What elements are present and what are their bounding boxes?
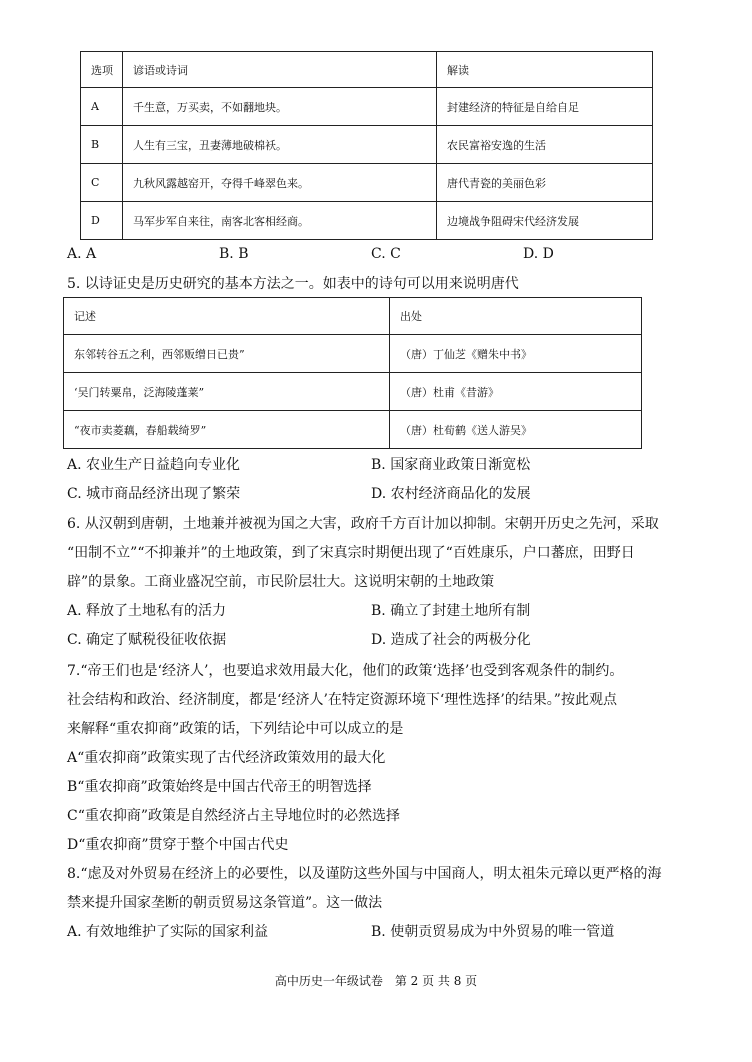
q4-option-a[interactable]: A. A [67, 246, 97, 262]
table-row [81, 88, 653, 126]
table-header-cell: 出处 [390, 298, 642, 335]
q6-stem-line: 辟”的景象。工商业盛况空前，市民阶层壮大。这说明宋朝的土地政策 [67, 574, 495, 590]
q6-option-c[interactable]: C. 确定了赋税役征收依据 [67, 632, 227, 648]
table-cell: 唐代青瓷的美丽色彩 [437, 164, 653, 202]
table-header-cell: 选项 [81, 52, 123, 88]
q4-option-b[interactable]: B. B [219, 246, 249, 262]
q7-option-a[interactable]: A“重农抑商”政策实现了古代经济政策效用的最大化 [67, 750, 386, 766]
q6-stem-line: 6. 从汉朝到唐朝，土地兼并被视为国之大害，政府千方百计加以抑制。宋朝开历史之先河，采取 [67, 516, 659, 532]
q7-option-b[interactable]: B“重农抑商”政策始终是中国古代帝王的明智选择 [67, 779, 372, 795]
q5-option-c[interactable]: C. 城市商品经济出现了繁荣 [67, 486, 241, 502]
table-header-cell: 谚语或诗词 [123, 52, 437, 88]
q5-option-b[interactable]: B. 国家商业政策日渐宽松 [371, 457, 531, 473]
table-cell: 东邻转谷五之利，西邻贩缯日已贵” [64, 335, 390, 373]
table-cell: 边境战争阻碍宋代经济发展 [437, 202, 653, 240]
table-header-cell: 解读 [437, 52, 653, 88]
table-cell: （唐）杜荀鹤《送人游吴》 [390, 411, 642, 449]
table-cell: B [81, 126, 123, 164]
table-header-row [81, 52, 653, 88]
table-cell: C [81, 164, 123, 202]
table-row [81, 164, 653, 202]
q6-option-a[interactable]: A. 释放了土地私有的活力 [67, 603, 227, 619]
table-header-row [64, 298, 642, 335]
table-row [81, 202, 653, 240]
table-cell: A [81, 88, 123, 126]
q6-stem-line: “田制不立”“不抑兼并”的土地政策，到了宋真宗时期便出现了“百姓康乐，户口蕃庶，田野日 [67, 545, 635, 561]
table-cell: 千生意，万买卖，不如翻地块。 [123, 88, 437, 126]
table-cell: 马军步军自来往，南客北客相经商。 [123, 202, 437, 240]
table-cell: “夜市卖菱藕，春船载绮罗” [64, 411, 390, 449]
table-cell: 封建经济的特征是自给自足 [437, 88, 653, 126]
page-footer: 高中历史一年级试卷 第 2 页 共 8 页 [274, 974, 478, 988]
q5-stem: 5. 以诗证史是历史研究的基本方法之一。如表中的诗句可以用来说明唐代 [67, 276, 519, 292]
table-cell: （唐）丁仙芝《赠朱中书》 [390, 335, 642, 373]
table-row [64, 373, 642, 411]
table-cell: ‘吴门转粟帛，泛海陵蓬莱” [64, 373, 390, 411]
q4-option-c[interactable]: C. C [371, 246, 401, 262]
q4-option-d[interactable]: D. D [523, 246, 554, 262]
table-cell: D [81, 202, 123, 240]
q7-stem-line: 7.“帝王们也是‘经济人’，也要追求效用最大化，他们的政策‘选择’也受到客观条件的制约。 [67, 663, 624, 679]
poem-table [63, 297, 642, 449]
q8-option-a[interactable]: A. 有效地维护了实际的国家利益 [67, 924, 269, 940]
table-cell: 九秋风露越窑开，夺得千峰翠色来。 [123, 164, 437, 202]
table-cell: 农民富裕安逸的生活 [437, 126, 653, 164]
q7-option-c[interactable]: C“重农抑商”政策是自然经济占主导地位时的必然选择 [67, 808, 401, 824]
table-header-cell: 记述 [64, 298, 390, 335]
q8-option-b[interactable]: B. 使朝贡贸易成为中外贸易的唯一管道 [371, 924, 615, 940]
q5-option-d[interactable]: D. 农村经济商品化的发展 [371, 486, 531, 502]
q7-stem-line: 来解释“重农抑商”政策的话，下列结论中可以成立的是 [67, 721, 404, 737]
table-row [64, 411, 642, 449]
q7-option-d[interactable]: D“重农抑商”贯穿于整个中国古代史 [67, 837, 289, 853]
table-row [64, 335, 642, 373]
table-cell: 人生有三宝，丑妻薄地破棉袄。 [123, 126, 437, 164]
table-cell: （唐）杜甫《昔游》 [390, 373, 642, 411]
q6-option-d[interactable]: D. 造成了社会的两极分化 [371, 632, 531, 648]
q6-option-b[interactable]: B. 确立了封建土地所有制 [371, 603, 531, 619]
q5-option-a[interactable]: A. 农业生产日益趋向专业化 [67, 457, 241, 473]
q8-stem-line: 禁来提升国家垄断的朝贡贸易这条管道”。这一做法 [67, 895, 383, 911]
q7-stem-line: 社会结构和政治、经济制度，都是‘经济人’在特定资源环境下‘理性选择’的结果。”按此观点 [67, 692, 617, 708]
proverb-table [80, 51, 653, 240]
q8-stem-line: 8.“虑及对外贸易在经济上的必要性，以及谨防这些外国与中国商人，明太祖朱元璋以更严格的海 [67, 866, 662, 882]
table-row [81, 126, 653, 164]
